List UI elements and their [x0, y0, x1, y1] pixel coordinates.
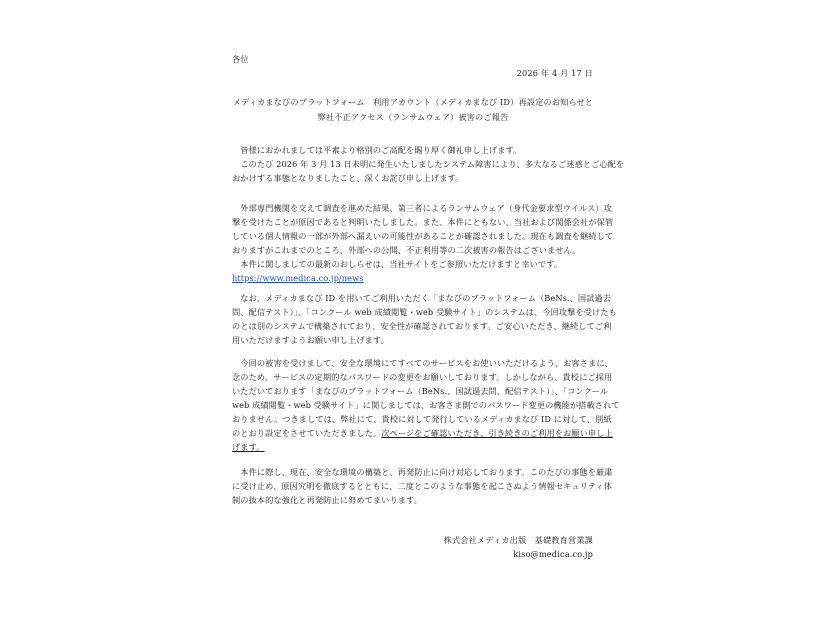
paragraph-4-line — [232, 426, 613, 441]
paragraph-5-line: 本件に際し、現在、安全な環境の構築と、再発防止に向け対応しております。このたびの事態を厳粛 — [232, 467, 613, 477]
title-line-2: 弊社不正アクセス（ランサムウェア）被害のご報告 — [317, 112, 509, 122]
company-name: 株式会社メディカ出版 基礎教育営業課 — [443, 535, 593, 545]
title-line-1: メディカまなびのプラットフォーム 利用アカウント（メディカまなび ID）再設定のお知らせと — [232, 97, 594, 107]
news-link[interactable]: https://www.medica.co.jp/news — [232, 273, 364, 283]
paragraph-5-line: 制の抜本的な強化と再発防止に努めてまいります。 — [232, 495, 422, 505]
paragraph-5-line: に受け止め、原因究明を徹底するとともに、二度とこのような事態を起こさぬよう情報セキュリティ体 — [232, 481, 613, 491]
paragraph-4-line: いただいております「まなびのプラットフォーム（BeNs.、国試過去問、配信テスト）」、「コンクール — [232, 386, 609, 396]
paragraph-4-line — [232, 440, 594, 455]
paragraph-4-underlined-text: げます。 — [232, 442, 265, 452]
paragraph-1-line: おかけする事態となりましたこと、深くお詫び申し上げます。 — [232, 173, 464, 183]
addressee: 各位 — [232, 54, 249, 64]
paragraph-4-line: 念のため、サービスの定期的なパスワードの変更をお願いしております。しかしながら、貴校にご採用 — [232, 372, 613, 382]
paragraph-2-line: 本件に関しましての最新のおしらせは、当社サイトをご参照いただけますと幸いです。 — [232, 259, 563, 269]
paragraph-4-line: web 成績閲覧・web 受験サイト」に関しましては、お客さま側でのパスワード変更の機能が搭載されて — [232, 400, 620, 410]
paragraph-4-line: おりません。つきましては、弊社にて、貴校に対して発行しているメディカまなび ID に対して、別紙 — [232, 414, 612, 424]
paragraph-2-line: 撃を受けたことが原因であると判明いたしました。また、本件にともない、当社および関係会社が保管 — [232, 217, 614, 227]
contact-email: kiso@medica.co.jp — [513, 549, 593, 559]
paragraph-3-line: 用いただけますようお願い申し上げます。 — [232, 335, 389, 345]
paragraph-3-line: なお、メディカまなび ID を用いてご利用いただく「まなびのプラットフォーム（BeNs.、国試過去 — [232, 293, 612, 303]
paragraph-3-line: 問、配信テスト）」、「コンクール web 成績閲覧・web 受験サイト」のシステムは、今回攻撃を受けたも — [232, 307, 617, 317]
paragraph-3-line: のとは別のシステムで構築されており、安全性が確認されております。ご安心いただき、継続してご利 — [232, 321, 612, 331]
paragraph-2-line: おりますがこれまでのところ、外部への公開、不正利用等の二次被害の報告はございません。 — [232, 245, 581, 255]
paragraph-1-line: 皆様におかれましては平素より格別のご高配を賜り厚く御礼申し上げます。 — [232, 145, 522, 155]
paragraph-2-line: 外部専門機関を交えて調査を進めた結果、第三者によるランサムウェア（身代金要求型ウイルス）攻 — [232, 203, 612, 213]
paragraph-4-line: 今回の被害を受けまして、安全な環境にてすべてのサービスをお使いいただけるよう、お客さまに、 — [232, 358, 613, 368]
paragraph-2-line: している個人情報の一部が外部へ漏えいの可能性があることが確認されました。現在も調査を継続して — [232, 231, 614, 241]
paragraph-1-line: このたび 2026 年 3 月 13 日未明に発生いたしましたシステム障害により、多大なるご迷惑とご心配を — [232, 159, 625, 169]
paragraph-4-plain-text: のとおり設定をさせていただきました。 — [232, 428, 382, 438]
document-date: 2026 年 4 月 17 日 — [516, 68, 593, 78]
paragraph-4-underlined-text: 次ページをご確認いただき、引き続きのご利用をお願い申し上 — [381, 428, 613, 438]
